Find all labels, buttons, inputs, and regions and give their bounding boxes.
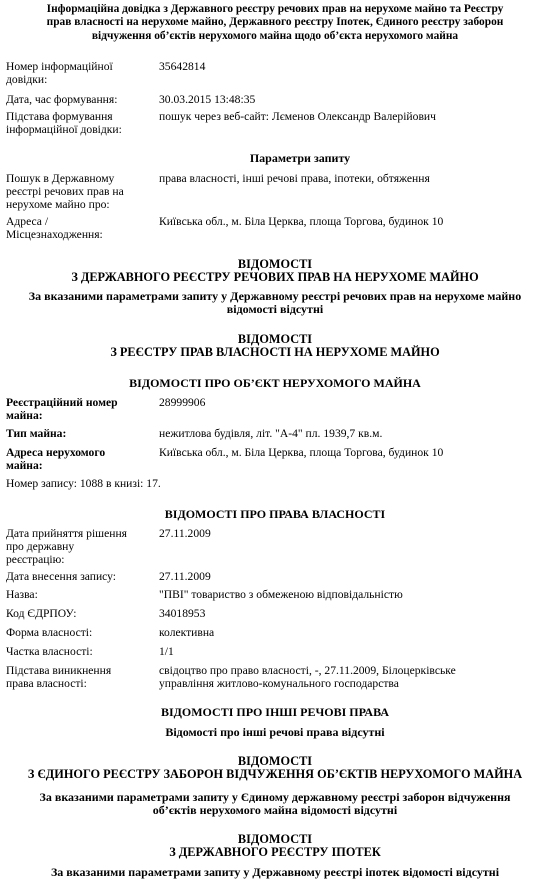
- value-line: управління житлово-комунального господарства: [159, 677, 399, 691]
- ownership-edrpou-label: Код ЄДРПОУ:: [6, 607, 77, 620]
- label-line: Адреса /: [6, 215, 49, 228]
- title-line: З РЕЄСТРУ ПРАВ ВЛАСНОСТІ НА НЕРУХОМЕ МАЙНО: [110, 345, 440, 360]
- ownership-name-value: "ПВІ" товариство з обмеженою відповідальністю: [159, 588, 403, 601]
- object-type-label: Тип майна:: [6, 427, 67, 440]
- section-ownership-registry-title: [0, 333, 550, 360]
- ownership-basis-value: [159, 664, 539, 690]
- note-line: За вказаними параметрами запиту у Державному реєстрі речових прав на нерухоме майно: [28, 289, 522, 303]
- ownership-form-value: колективна: [159, 626, 215, 639]
- info-basis-label: [6, 110, 146, 136]
- section-rights-registry-title: [0, 258, 550, 285]
- label-line: нерухоме майно про:: [6, 198, 110, 212]
- object-address-value: Київська обл., м. Біла Церква, площа Торгова, будинок 10: [159, 446, 444, 459]
- title-line: З ДЕРЖАВНОГО РЕЄСТРУ РЕЧОВИХ ПРАВ НА НЕРУХОМЕ МАЙНО: [71, 270, 479, 285]
- info-date-value: 30.03.2015 13:48:35: [159, 93, 256, 106]
- label-line: інформаційної довідки:: [6, 123, 122, 137]
- title-line: З ДЕРЖАВНОГО РЕЄСТРУ ІПОТЕК: [169, 845, 381, 860]
- label-line: Реєстраційний номер: [6, 396, 118, 409]
- info-number-label: [6, 60, 146, 86]
- title-line: ВІДОМОСТІ: [237, 257, 313, 271]
- query-heading: Параметри запиту: [249, 151, 351, 165]
- title-line: Інформаційна довідка з Державного реєстру речових прав на нерухоме майно та Реєстру: [46, 3, 504, 15]
- label-line: Підстава виникнення: [6, 664, 112, 677]
- ownership-heading: ВІДОМОСТІ ПРО ПРАВА ВЛАСНОСТІ: [164, 507, 386, 521]
- section-mortgage-registry-note: За вказаними параметрами запиту у Державному реєстрі іпотек відомості відсутні: [50, 865, 500, 879]
- object-heading: ВІДОМОСТІ ПРО ОБ’ЄКТ НЕРУХОМОГО МАЙНА: [129, 376, 421, 390]
- object-type-value: нежитлова будівля, літ. "А-4" пл. 1939,7 кв.м.: [159, 427, 383, 440]
- section-bans-registry-title: [0, 755, 550, 782]
- ownership-decision-label: [6, 527, 146, 567]
- note-line: За вказаними параметрами запиту у Єдиному державному реєстрі заборон відчуження: [39, 790, 511, 804]
- label-line: майна:: [6, 459, 43, 473]
- section-bans-registry-note: [0, 791, 550, 817]
- title-line: ВІДОМОСТІ: [237, 754, 313, 768]
- ownership-share-label: Частка власності:: [6, 645, 93, 658]
- label-line: реєстрі речових прав на: [6, 185, 124, 199]
- label-line: про державну: [6, 540, 75, 554]
- object-record-line: Номер запису: 1088 в книзі: 17.: [6, 477, 161, 490]
- other-rights-heading: ВІДОМОСТІ ПРО ІНШІ РЕЧОВІ ПРАВА: [160, 705, 390, 719]
- label-line: Номер інформаційної: [6, 60, 113, 73]
- title-line: З ЄДИНОГО РЕЄСТРУ ЗАБОРОН ВІДЧУЖЕННЯ ОБ’ЄКТІВ НЕРУХОМОГО МАЙНА: [27, 767, 523, 782]
- title-line: ВІДОМОСТІ: [237, 332, 313, 346]
- object-reg-label: [6, 396, 146, 422]
- title-line: відчуження об’єктів нерухомого майна щодо об’єкта нерухомого майна: [91, 29, 459, 42]
- object-reg-value: 28999906: [159, 396, 206, 409]
- title-line: прав власності на нерухоме майно, Державного реєстру Іпотек, Єдиного реєстру заборон: [46, 16, 504, 29]
- label-line: Підстава формування: [6, 110, 113, 123]
- ownership-edrpou-value: 34018953: [159, 607, 206, 620]
- ownership-entry-label: Дата внесення запису:: [6, 570, 117, 583]
- label-line: Адреса нерухомого: [6, 446, 106, 459]
- label-line: довідки:: [6, 73, 48, 87]
- ownership-decision-value: 27.11.2009: [159, 527, 211, 540]
- query-search-value: права власності, інші речові права, іпотеки, обтяження: [159, 172, 430, 185]
- other-rights-note: Відомості про інші речові права відсутні: [165, 725, 385, 739]
- ownership-name-label: Назва:: [6, 588, 38, 601]
- note-line: відомості відсутні: [226, 302, 324, 317]
- section-rights-registry-note: [0, 290, 550, 316]
- ownership-entry-value: 27.11.2009: [159, 570, 211, 583]
- object-address-label: [6, 446, 146, 472]
- query-search-label: [6, 172, 146, 212]
- info-date-label: Дата, час формування:: [6, 93, 118, 106]
- label-line: Дата прийняття рішення: [6, 527, 127, 540]
- info-number-value: 35642814: [159, 60, 206, 73]
- label-line: майна:: [6, 409, 43, 423]
- section-mortgage-registry-title: [0, 833, 550, 860]
- label-line: Місцезнаходження:: [6, 228, 103, 242]
- title-line: ВІДОМОСТІ: [237, 832, 313, 846]
- ownership-form-label: Форма власності:: [6, 626, 93, 639]
- label-line: права власності:: [6, 677, 87, 691]
- note-line: об’єктів нерухомого майна відомості відсутні: [152, 803, 398, 818]
- query-address-value: Київська обл., м. Біла Церква, площа Торгова, будинок 10: [159, 215, 444, 228]
- value-line: свідоцтво про право власності, -, 27.11.2009, Білоцерківське: [159, 664, 456, 677]
- label-line: Пошук в Державному: [6, 172, 115, 185]
- ownership-share-value: 1/1: [159, 645, 174, 658]
- query-address-label: [6, 215, 146, 241]
- info-basis-value: пошук через веб-сайт: Лєменов Олександр Валерійович: [159, 110, 436, 123]
- ownership-basis-label: [6, 664, 146, 690]
- document-title: [0, 3, 550, 43]
- label-line: реєстрацію:: [6, 553, 65, 567]
